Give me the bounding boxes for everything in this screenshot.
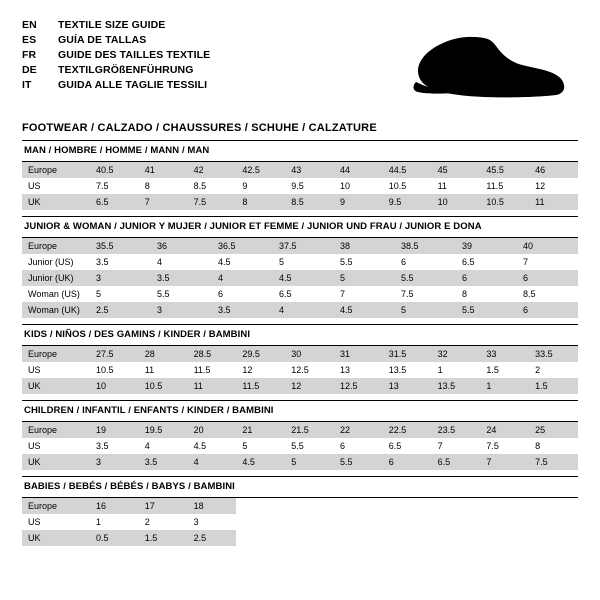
- cell: 33: [480, 346, 529, 362]
- cell: 7.5: [90, 178, 139, 194]
- size-table: [22, 422, 578, 470]
- cell: 12.5: [334, 378, 383, 394]
- cell-empty: [236, 530, 285, 546]
- row-label: UK: [22, 454, 90, 470]
- footwear-heading: FOOTWEAR / CALZADO / CHAUSSURES / SCHUHE / CALZATURE: [22, 122, 377, 134]
- cell-empty: [529, 498, 578, 514]
- row-label: Europe: [22, 422, 90, 438]
- cell: 11: [139, 362, 188, 378]
- row-label: Europe: [22, 238, 90, 254]
- table-row: [22, 238, 578, 254]
- table-row: [22, 454, 578, 470]
- cell: 11.5: [188, 362, 237, 378]
- dress-shoe-icon: [380, 16, 570, 108]
- cell: 13: [383, 378, 432, 394]
- cell: 6.5: [383, 438, 432, 454]
- cell: 36.5: [212, 238, 273, 254]
- cell: 3: [188, 514, 237, 530]
- cell-empty: [529, 514, 578, 530]
- section-title: KIDS / NIÑOS / DES GAMINS / KINDER / BAMBINI: [24, 329, 251, 340]
- table-row: [22, 194, 578, 210]
- cell: 2: [529, 362, 578, 378]
- cell: 45.5: [480, 162, 529, 178]
- cell: 1: [90, 514, 139, 530]
- cell: 3.5: [151, 270, 212, 286]
- cell: 6: [395, 254, 456, 270]
- cell: 27.5: [90, 346, 139, 362]
- cell: 20: [188, 422, 237, 438]
- cell-empty: [285, 514, 334, 530]
- cell: 10: [432, 194, 481, 210]
- table-row: [22, 162, 578, 178]
- cell: 6.5: [273, 286, 334, 302]
- cell: 7: [139, 194, 188, 210]
- cell: 38: [334, 238, 395, 254]
- table-row: [22, 362, 578, 378]
- cell: 5.5: [395, 270, 456, 286]
- cell: 38.5: [395, 238, 456, 254]
- page-header: [22, 16, 578, 108]
- language-list: [22, 18, 210, 93]
- cell-empty: [480, 514, 529, 530]
- cell: 10: [90, 378, 139, 394]
- language-row: [22, 78, 210, 93]
- cell: 6: [517, 302, 578, 318]
- cell-empty: [383, 498, 432, 514]
- cell: 41: [139, 162, 188, 178]
- cell: 6.5: [90, 194, 139, 210]
- cell: 10.5: [139, 378, 188, 394]
- table-row: [22, 378, 578, 394]
- cell: 10.5: [480, 194, 529, 210]
- language-title: GUIDA ALLE TAGLIE TESSILI: [58, 79, 208, 91]
- cell: 4: [273, 302, 334, 318]
- cell: 18: [188, 498, 237, 514]
- row-label: UK: [22, 378, 90, 394]
- table-row: [22, 422, 578, 438]
- section-children: [22, 400, 578, 470]
- cell: 5: [395, 302, 456, 318]
- cell: 10.5: [383, 178, 432, 194]
- section-kids: [22, 324, 578, 394]
- row-label: UK: [22, 194, 90, 210]
- cell: 13.5: [383, 362, 432, 378]
- cell: 7.5: [529, 454, 578, 470]
- cell: 8: [529, 438, 578, 454]
- cell: 7: [334, 286, 395, 302]
- cell: 13.5: [432, 378, 481, 394]
- cell: 12: [529, 178, 578, 194]
- language-code: ES: [22, 34, 37, 46]
- row-label: US: [22, 178, 90, 194]
- cell: 3.5: [90, 254, 151, 270]
- cell: 10: [334, 178, 383, 194]
- language-row: [22, 18, 210, 33]
- cell: 23.5: [432, 422, 481, 438]
- cell: 7: [480, 454, 529, 470]
- cell: 4: [212, 270, 273, 286]
- cell: 0.5: [90, 530, 139, 546]
- section-title: JUNIOR & WOMAN / JUNIOR Y MUJER / JUNIOR ET FEMME / JUNIOR UND FRAU / JUNIOR E DONA: [24, 221, 482, 232]
- cell: 12.5: [285, 362, 334, 378]
- cell: 42: [188, 162, 237, 178]
- size-table: [22, 162, 578, 210]
- cell: 8.5: [285, 194, 334, 210]
- size-table: [22, 498, 578, 546]
- cell: 9.5: [383, 194, 432, 210]
- language-title: GUÍA DE TALLAS: [58, 34, 147, 46]
- cell-empty: [334, 514, 383, 530]
- cell: 1.5: [480, 362, 529, 378]
- language-code: IT: [22, 79, 32, 91]
- cell: 21: [236, 422, 285, 438]
- cell: 29.5: [236, 346, 285, 362]
- cell: 11.5: [236, 378, 285, 394]
- cell: 8: [456, 286, 517, 302]
- cell: 8.5: [517, 286, 578, 302]
- cell: 3: [90, 454, 139, 470]
- cell: 19: [90, 422, 139, 438]
- cell: 16: [90, 498, 139, 514]
- cell: 4.5: [212, 254, 273, 270]
- cell-empty: [285, 498, 334, 514]
- size-table: [22, 238, 578, 318]
- cell: 31: [334, 346, 383, 362]
- cell: 4.5: [188, 438, 237, 454]
- cell: 44: [334, 162, 383, 178]
- cell: 13: [334, 362, 383, 378]
- cell: 3.5: [90, 438, 139, 454]
- cell: 30: [285, 346, 334, 362]
- cell: 1: [480, 378, 529, 394]
- cell: 5.5: [334, 454, 383, 470]
- cell: 33.5: [529, 346, 578, 362]
- cell: 1: [432, 362, 481, 378]
- table-row: [22, 286, 578, 302]
- cell: 3: [90, 270, 151, 286]
- cell: 12: [285, 378, 334, 394]
- cell: 7.5: [480, 438, 529, 454]
- cell: 4.5: [273, 270, 334, 286]
- row-label: US: [22, 514, 90, 530]
- cell: 5: [236, 438, 285, 454]
- cell: 4: [139, 438, 188, 454]
- cell-empty: [285, 530, 334, 546]
- table-row: [22, 514, 578, 530]
- cell: 3.5: [139, 454, 188, 470]
- language-code: EN: [22, 19, 37, 31]
- cell: 10.5: [90, 362, 139, 378]
- cell-empty: [334, 530, 383, 546]
- cell: 2.5: [90, 302, 151, 318]
- language-row: [22, 33, 210, 48]
- cell: 6: [334, 438, 383, 454]
- cell: 5.5: [151, 286, 212, 302]
- row-label: US: [22, 438, 90, 454]
- cell: 24: [480, 422, 529, 438]
- language-code: FR: [22, 49, 37, 61]
- cell: 40: [517, 238, 578, 254]
- cell: 1.5: [529, 378, 578, 394]
- cell-empty: [480, 498, 529, 514]
- cell: 6: [383, 454, 432, 470]
- section-title: BABIES / BEBÉS / BÉBÉS / BABYS / BAMBINI: [24, 481, 235, 492]
- table-row: [22, 438, 578, 454]
- cell: 44.5: [383, 162, 432, 178]
- cell: 4: [151, 254, 212, 270]
- section-title: CHILDREN / INFANTIL / ENFANTS / KINDER / BAMBINI: [24, 405, 274, 416]
- table-row: [22, 254, 578, 270]
- language-title: TEXTILE SIZE GUIDE: [58, 19, 166, 31]
- table-row: [22, 498, 578, 514]
- cell: 37.5: [273, 238, 334, 254]
- language-title: TEXTILGRÖßENFÜHRUNG: [58, 64, 194, 76]
- cell: 25: [529, 422, 578, 438]
- cell: 5: [285, 454, 334, 470]
- cell: 40.5: [90, 162, 139, 178]
- cell-empty: [529, 530, 578, 546]
- cell: 39: [456, 238, 517, 254]
- cell: 19.5: [139, 422, 188, 438]
- table-row: [22, 530, 578, 546]
- row-label: Europe: [22, 346, 90, 362]
- cell: 7: [517, 254, 578, 270]
- cell-empty: [480, 530, 529, 546]
- cell: 4.5: [334, 302, 395, 318]
- language-title: GUIDE DES TAILLES TEXTILE: [58, 49, 211, 61]
- cell: 22: [334, 422, 383, 438]
- table-row: [22, 346, 578, 362]
- row-label: Junior (UK): [22, 270, 90, 286]
- cell: 22.5: [383, 422, 432, 438]
- row-label: Woman (US): [22, 286, 90, 302]
- cell: 17: [139, 498, 188, 514]
- cell-empty: [432, 514, 481, 530]
- cell: 45: [432, 162, 481, 178]
- cell: 5.5: [334, 254, 395, 270]
- cell: 42.5: [236, 162, 285, 178]
- cell: 2: [139, 514, 188, 530]
- cell-empty: [236, 514, 285, 530]
- cell: 3: [151, 302, 212, 318]
- cell: 46: [529, 162, 578, 178]
- row-label: Woman (UK): [22, 302, 90, 318]
- cell: 31.5: [383, 346, 432, 362]
- cell: 9: [236, 178, 285, 194]
- cell-empty: [334, 498, 383, 514]
- cell: 1.5: [139, 530, 188, 546]
- cell: 21.5: [285, 422, 334, 438]
- cell: 6: [456, 270, 517, 286]
- cell: 32: [432, 346, 481, 362]
- cell: 35.5: [90, 238, 151, 254]
- cell: 36: [151, 238, 212, 254]
- cell-empty: [383, 530, 432, 546]
- section-babies: [22, 476, 578, 546]
- cell: 5: [273, 254, 334, 270]
- cell-empty: [236, 498, 285, 514]
- section-man: [22, 140, 578, 210]
- cell: 3.5: [212, 302, 273, 318]
- cell: 5.5: [456, 302, 517, 318]
- cell: 7: [432, 438, 481, 454]
- cell: 8: [139, 178, 188, 194]
- row-label: US: [22, 362, 90, 378]
- cell: 9: [334, 194, 383, 210]
- cell: 6: [212, 286, 273, 302]
- cell: 8: [236, 194, 285, 210]
- cell: 4.5: [236, 454, 285, 470]
- row-label: Europe: [22, 498, 90, 514]
- cell: 11: [529, 194, 578, 210]
- cell: 4: [188, 454, 237, 470]
- size-table: [22, 346, 578, 394]
- cell: 5: [334, 270, 395, 286]
- cell-empty: [432, 498, 481, 514]
- cell: 8.5: [188, 178, 237, 194]
- row-label: UK: [22, 530, 90, 546]
- cell: 7.5: [188, 194, 237, 210]
- cell: 6.5: [456, 254, 517, 270]
- cell: 7.5: [395, 286, 456, 302]
- cell: 28: [139, 346, 188, 362]
- cell: 5.5: [285, 438, 334, 454]
- language-row: [22, 48, 210, 63]
- cell: 2.5: [188, 530, 237, 546]
- cell: 11.5: [480, 178, 529, 194]
- section-junior-woman: [22, 216, 578, 318]
- table-row: [22, 302, 578, 318]
- cell: 12: [236, 362, 285, 378]
- cell: 6: [517, 270, 578, 286]
- cell: 11: [432, 178, 481, 194]
- table-row: [22, 270, 578, 286]
- cell: 11: [188, 378, 237, 394]
- section-title: MAN / HOMBRE / HOMME / MANN / MAN: [24, 145, 210, 156]
- cell: 9.5: [285, 178, 334, 194]
- table-row: [22, 178, 578, 194]
- row-label: Europe: [22, 162, 90, 178]
- language-row: [22, 63, 210, 78]
- cell: 28.5: [188, 346, 237, 362]
- cell-empty: [432, 530, 481, 546]
- row-label: Junior (US): [22, 254, 90, 270]
- language-code: DE: [22, 64, 37, 76]
- cell-empty: [383, 514, 432, 530]
- cell: 43: [285, 162, 334, 178]
- cell: 5: [90, 286, 151, 302]
- cell: 6.5: [432, 454, 481, 470]
